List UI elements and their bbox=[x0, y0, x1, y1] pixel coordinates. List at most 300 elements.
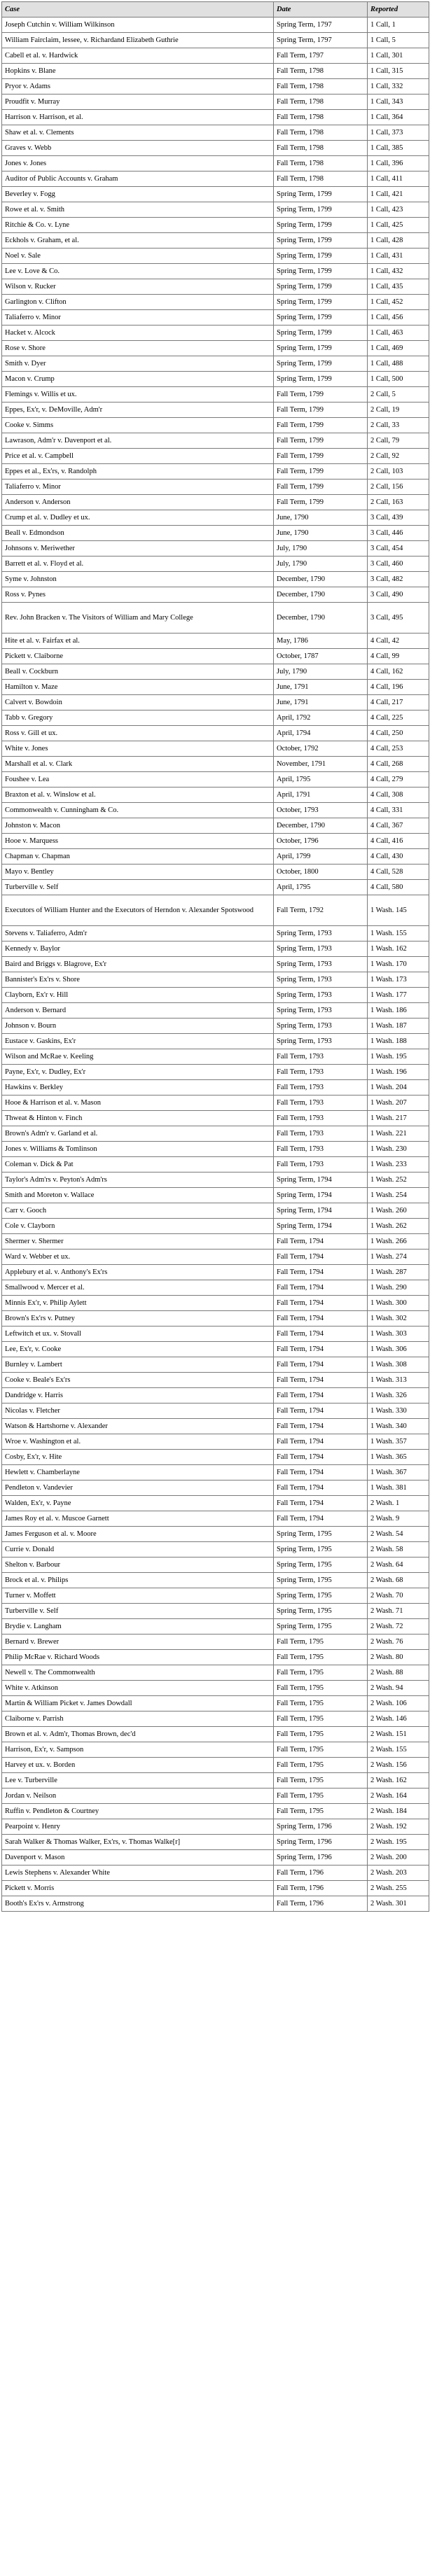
reported-cell: 2 Wash. 192 bbox=[368, 1819, 429, 1835]
date-cell: Fall Term, 1795 bbox=[274, 1788, 368, 1804]
table-row bbox=[2, 1588, 429, 1604]
case-cell: Macon v. Crump bbox=[2, 372, 274, 387]
case-cell: Turberville v. Self bbox=[2, 1604, 274, 1619]
date-cell: Fall Term, 1798 bbox=[274, 156, 368, 172]
date-cell: April, 1795 bbox=[274, 772, 368, 788]
reported-cell: 1 Wash. 306 bbox=[368, 1342, 429, 1357]
date-cell: Fall Term, 1793 bbox=[274, 1126, 368, 1142]
date-cell: Fall Term, 1799 bbox=[274, 418, 368, 433]
date-cell: Fall Term, 1796 bbox=[274, 1896, 368, 1912]
reported-cell: 1 Wash. 162 bbox=[368, 941, 429, 957]
reported-cell: 3 Call, 454 bbox=[368, 541, 429, 556]
table-row bbox=[2, 418, 429, 433]
date-cell: Fall Term, 1798 bbox=[274, 79, 368, 94]
case-cell: James Roy et al. v. Muscoe Garnett bbox=[2, 1511, 274, 1527]
case-cell: Beall v. Edmondson bbox=[2, 526, 274, 541]
reported-cell: 1 Wash. 287 bbox=[368, 1265, 429, 1280]
table-row bbox=[2, 895, 429, 926]
reported-cell: 1 Wash. 274 bbox=[368, 1250, 429, 1265]
case-cell: Tabb v. Gregory bbox=[2, 710, 274, 726]
table-row bbox=[2, 449, 429, 464]
reported-cell: 2 Wash. 58 bbox=[368, 1542, 429, 1558]
header-reported: Reported bbox=[368, 2, 429, 18]
table-row bbox=[2, 695, 429, 710]
date-cell: May, 1786 bbox=[274, 634, 368, 649]
date-cell: Spring Term, 1793 bbox=[274, 1034, 368, 1049]
reported-cell: 1 Call, 315 bbox=[368, 64, 429, 79]
table-row bbox=[2, 464, 429, 479]
reported-cell: 1 Wash. 365 bbox=[368, 1450, 429, 1465]
table-row bbox=[2, 387, 429, 402]
date-cell: Fall Term, 1799 bbox=[274, 495, 368, 510]
date-cell: Spring Term, 1795 bbox=[274, 1558, 368, 1573]
reported-cell: 1 Wash. 357 bbox=[368, 1434, 429, 1450]
table-row bbox=[2, 1034, 429, 1049]
header-date: Date bbox=[274, 2, 368, 18]
table-row bbox=[2, 1681, 429, 1696]
case-cell: Nicolas v. Fletcher bbox=[2, 1404, 274, 1419]
reported-cell: 1 Wash. 300 bbox=[368, 1296, 429, 1311]
table-row bbox=[2, 1881, 429, 1896]
case-cell: Johnsons v. Meriwether bbox=[2, 541, 274, 556]
table-row bbox=[2, 634, 429, 649]
date-cell: Fall Term, 1796 bbox=[274, 1881, 368, 1896]
reported-cell: 2 Call, 19 bbox=[368, 402, 429, 418]
reported-cell: 2 Call, 156 bbox=[368, 479, 429, 495]
date-cell: June, 1791 bbox=[274, 695, 368, 710]
case-cell: Taylor's Adm'rs v. Peyton's Adm'rs bbox=[2, 1172, 274, 1188]
date-cell: Fall Term, 1795 bbox=[274, 1650, 368, 1665]
table-row bbox=[2, 572, 429, 587]
case-cell: Turberville v. Self bbox=[2, 880, 274, 895]
reported-cell: 4 Call, 217 bbox=[368, 695, 429, 710]
case-cell: Smallwood v. Mercer et al. bbox=[2, 1280, 274, 1296]
table-row bbox=[2, 1280, 429, 1296]
reported-cell: 2 Wash. 106 bbox=[368, 1696, 429, 1712]
table-row bbox=[2, 202, 429, 218]
date-cell: Fall Term, 1794 bbox=[274, 1496, 368, 1511]
case-cell: Thweat & Hinton v. Finch bbox=[2, 1111, 274, 1126]
date-cell: Spring Term, 1799 bbox=[274, 310, 368, 326]
date-cell: Spring Term, 1795 bbox=[274, 1588, 368, 1604]
reported-cell: 1 Wash. 254 bbox=[368, 1188, 429, 1203]
case-cell: Eustace v. Gaskins, Ex'r bbox=[2, 1034, 274, 1049]
table-row bbox=[2, 1419, 429, 1434]
table-row bbox=[2, 295, 429, 310]
date-cell: Spring Term, 1793 bbox=[274, 926, 368, 941]
table-row bbox=[2, 988, 429, 1003]
case-cell: Bannister's Ex'rs v. Shore bbox=[2, 972, 274, 988]
table-row bbox=[2, 664, 429, 680]
table-row bbox=[2, 1080, 429, 1096]
case-cell: Hooe & Harrison et al. v. Mason bbox=[2, 1096, 274, 1111]
case-cell: Eppes, Ex'r, v. DeMoville, Adm'r bbox=[2, 402, 274, 418]
table-row bbox=[2, 1727, 429, 1742]
reported-cell: 2 Wash. 164 bbox=[368, 1788, 429, 1804]
table-row bbox=[2, 649, 429, 664]
case-cell: Watson & Hartshorne v. Alexander bbox=[2, 1419, 274, 1434]
cases-table bbox=[1, 1, 429, 1912]
reported-cell: 4 Call, 367 bbox=[368, 818, 429, 834]
case-cell: Lawrason, Adm'r v. Davenport et al. bbox=[2, 433, 274, 449]
table-row bbox=[2, 1665, 429, 1681]
date-cell: Fall Term, 1799 bbox=[274, 433, 368, 449]
case-cell: Eppes et al., Ex'rs, v. Randolph bbox=[2, 464, 274, 479]
table-row bbox=[2, 233, 429, 248]
table-row bbox=[2, 372, 429, 387]
reported-cell: 1 Call, 500 bbox=[368, 372, 429, 387]
date-cell: Fall Term, 1798 bbox=[274, 141, 368, 156]
case-cell: Chapman v. Chapman bbox=[2, 849, 274, 864]
table-row bbox=[2, 1049, 429, 1065]
case-cell: Clayborn, Ex'r v. Hill bbox=[2, 988, 274, 1003]
case-cell: Noel v. Sale bbox=[2, 248, 274, 264]
table-row bbox=[2, 33, 429, 48]
date-cell: Spring Term, 1793 bbox=[274, 1018, 368, 1034]
reported-cell: 2 Call, 33 bbox=[368, 418, 429, 433]
date-cell: Spring Term, 1793 bbox=[274, 1003, 368, 1018]
reported-cell: 4 Call, 528 bbox=[368, 864, 429, 880]
date-cell: Fall Term, 1795 bbox=[274, 1758, 368, 1773]
date-cell: Fall Term, 1794 bbox=[274, 1296, 368, 1311]
case-cell: Lee, Ex'r, v. Cooke bbox=[2, 1342, 274, 1357]
case-cell: Baird and Briggs v. Blagrove, Ex'r bbox=[2, 957, 274, 972]
table-row bbox=[2, 218, 429, 233]
table-row bbox=[2, 1296, 429, 1311]
reported-cell: 2 Wash. 94 bbox=[368, 1681, 429, 1696]
case-cell: Cole v. Clayborn bbox=[2, 1219, 274, 1234]
date-cell: Fall Term, 1799 bbox=[274, 387, 368, 402]
reported-cell: 4 Call, 99 bbox=[368, 649, 429, 664]
table-row bbox=[2, 1742, 429, 1758]
table-row bbox=[2, 1003, 429, 1018]
date-cell: Fall Term, 1794 bbox=[274, 1419, 368, 1434]
date-cell: Fall Term, 1797 bbox=[274, 48, 368, 64]
case-cell: Smith and Moreton v. Wallace bbox=[2, 1188, 274, 1203]
date-cell: Fall Term, 1794 bbox=[274, 1326, 368, 1342]
case-cell: Claiborne v. Parrish bbox=[2, 1712, 274, 1727]
reported-cell: 3 Call, 495 bbox=[368, 603, 429, 634]
case-cell: Dandridge v. Harris bbox=[2, 1388, 274, 1404]
reported-cell: 2 Wash. 184 bbox=[368, 1804, 429, 1819]
date-cell: July, 1790 bbox=[274, 541, 368, 556]
table-row bbox=[2, 1450, 429, 1465]
table-row bbox=[2, 1496, 429, 1511]
date-cell: Fall Term, 1794 bbox=[274, 1373, 368, 1388]
case-cell: Ritchie & Co. v. Lyne bbox=[2, 218, 274, 233]
table-row bbox=[2, 849, 429, 864]
reported-cell: 2 Wash. 54 bbox=[368, 1527, 429, 1542]
date-cell: Spring Term, 1799 bbox=[274, 248, 368, 264]
reported-cell: 1 Wash. 302 bbox=[368, 1311, 429, 1326]
date-cell: October, 1800 bbox=[274, 864, 368, 880]
date-cell: Fall Term, 1793 bbox=[274, 1096, 368, 1111]
reported-cell: 1 Wash. 367 bbox=[368, 1465, 429, 1480]
reported-cell: 2 Wash. 162 bbox=[368, 1773, 429, 1788]
table-row bbox=[2, 64, 429, 79]
reported-cell: 1 Call, 301 bbox=[368, 48, 429, 64]
reported-cell: 2 Wash. 76 bbox=[368, 1634, 429, 1650]
date-cell: Spring Term, 1799 bbox=[274, 326, 368, 341]
case-cell: Pickett v. Morris bbox=[2, 1881, 274, 1896]
case-cell: Hopkins v. Blane bbox=[2, 64, 274, 79]
table-row bbox=[2, 110, 429, 125]
table-row bbox=[2, 1188, 429, 1203]
date-cell: Fall Term, 1793 bbox=[274, 1049, 368, 1065]
reported-cell: 1 Wash. 204 bbox=[368, 1080, 429, 1096]
date-cell: Spring Term, 1799 bbox=[274, 218, 368, 233]
case-cell: James Ferguson et al. v. Moore bbox=[2, 1527, 274, 1542]
table-row bbox=[2, 680, 429, 695]
reported-cell: 2 Wash. 255 bbox=[368, 1881, 429, 1896]
date-cell: Fall Term, 1795 bbox=[274, 1727, 368, 1742]
date-cell: Fall Term, 1799 bbox=[274, 449, 368, 464]
table-row bbox=[2, 495, 429, 510]
case-cell: Lee v. Turberville bbox=[2, 1773, 274, 1788]
table-row bbox=[2, 1342, 429, 1357]
reported-cell: 4 Call, 416 bbox=[368, 834, 429, 849]
date-cell: Spring Term, 1793 bbox=[274, 957, 368, 972]
date-cell: Spring Term, 1799 bbox=[274, 187, 368, 202]
date-cell: Spring Term, 1796 bbox=[274, 1850, 368, 1865]
table-row bbox=[2, 957, 429, 972]
table-row bbox=[2, 402, 429, 418]
table-row bbox=[2, 726, 429, 741]
case-cell: Hooe v. Marquess bbox=[2, 834, 274, 849]
case-cell: Barrett et al. v. Floyd et al. bbox=[2, 556, 274, 572]
case-cell: Smith v. Dyer bbox=[2, 356, 274, 372]
date-cell: December, 1790 bbox=[274, 572, 368, 587]
table-row bbox=[2, 1634, 429, 1650]
reported-cell: 1 Wash. 308 bbox=[368, 1357, 429, 1373]
table-row bbox=[2, 880, 429, 895]
reported-cell: 2 Wash. 146 bbox=[368, 1712, 429, 1727]
date-cell: Fall Term, 1793 bbox=[274, 1065, 368, 1080]
table-row bbox=[2, 1219, 429, 1234]
case-cell: Shaw et al. v. Clements bbox=[2, 125, 274, 141]
case-cell: Hawkins v. Berkley bbox=[2, 1080, 274, 1096]
table-row bbox=[2, 1157, 429, 1172]
case-cell: William Fairclaim, lessee, v. Richardand Elizabeth Guthrie bbox=[2, 33, 274, 48]
case-cell: Eckhols v. Graham, et al. bbox=[2, 233, 274, 248]
case-cell: Pickett v. Claiborne bbox=[2, 649, 274, 664]
case-cell: Wroe v. Washington et al. bbox=[2, 1434, 274, 1450]
reported-cell: 2 Call, 163 bbox=[368, 495, 429, 510]
case-cell: Marshall et al. v. Clark bbox=[2, 757, 274, 772]
date-cell: December, 1790 bbox=[274, 587, 368, 603]
case-cell: Brown's Adm'r v. Garland et al. bbox=[2, 1126, 274, 1142]
case-cell: Leftwitch et ux. v. Stovall bbox=[2, 1326, 274, 1342]
reported-cell: 2 Wash. 68 bbox=[368, 1573, 429, 1588]
date-cell: Fall Term, 1793 bbox=[274, 1157, 368, 1172]
reported-cell: 2 Call, 92 bbox=[368, 449, 429, 464]
date-cell: Fall Term, 1795 bbox=[274, 1712, 368, 1727]
table-row bbox=[2, 1542, 429, 1558]
date-cell: Spring Term, 1796 bbox=[274, 1819, 368, 1835]
reported-cell: 2 Wash. 71 bbox=[368, 1604, 429, 1619]
case-cell: Pryor v. Adams bbox=[2, 79, 274, 94]
reported-cell: 4 Call, 331 bbox=[368, 803, 429, 818]
case-cell: Burnley v. Lambert bbox=[2, 1357, 274, 1373]
case-cell: Crump et al. v. Dudley et ux. bbox=[2, 510, 274, 526]
case-cell: Lee v. Love & Co. bbox=[2, 264, 274, 279]
case-cell: Minnis Ex'r, v. Philip Aylett bbox=[2, 1296, 274, 1311]
table-row bbox=[2, 1480, 429, 1496]
reported-cell: 1 Wash. 187 bbox=[368, 1018, 429, 1034]
reported-cell: 1 Call, 396 bbox=[368, 156, 429, 172]
date-cell: Fall Term, 1794 bbox=[274, 1357, 368, 1373]
table-row bbox=[2, 1096, 429, 1111]
reported-cell: 1 Call, 423 bbox=[368, 202, 429, 218]
date-cell: Fall Term, 1794 bbox=[274, 1404, 368, 1419]
date-cell: Fall Term, 1798 bbox=[274, 110, 368, 125]
case-cell: Syme v. Johnston bbox=[2, 572, 274, 587]
table-row bbox=[2, 1558, 429, 1573]
date-cell: December, 1790 bbox=[274, 818, 368, 834]
date-cell: October, 1792 bbox=[274, 741, 368, 757]
date-cell: Spring Term, 1793 bbox=[274, 988, 368, 1003]
case-cell: Walden, Ex'r, v. Payne bbox=[2, 1496, 274, 1511]
date-cell: Fall Term, 1793 bbox=[274, 1142, 368, 1157]
table-row bbox=[2, 772, 429, 788]
reported-cell: 1 Call, 452 bbox=[368, 295, 429, 310]
case-cell: Cabell et al. v. Hardwick bbox=[2, 48, 274, 64]
case-cell: Johnston v. Macon bbox=[2, 818, 274, 834]
reported-cell: 1 Call, 411 bbox=[368, 172, 429, 187]
table-row bbox=[2, 541, 429, 556]
table-row bbox=[2, 510, 429, 526]
case-cell: Wilson v. Rucker bbox=[2, 279, 274, 295]
case-cell: Anderson v. Anderson bbox=[2, 495, 274, 510]
table-row bbox=[2, 1250, 429, 1265]
reported-cell: 1 Wash. 186 bbox=[368, 1003, 429, 1018]
reported-cell: 1 Call, 425 bbox=[368, 218, 429, 233]
reported-cell: 2 Wash. 156 bbox=[368, 1758, 429, 1773]
date-cell: Fall Term, 1794 bbox=[274, 1480, 368, 1496]
reported-cell: 4 Call, 430 bbox=[368, 849, 429, 864]
reported-cell: 2 Wash. 80 bbox=[368, 1650, 429, 1665]
date-cell: Fall Term, 1794 bbox=[274, 1465, 368, 1480]
date-cell: November, 1791 bbox=[274, 757, 368, 772]
reported-cell: 3 Call, 446 bbox=[368, 526, 429, 541]
reported-cell: 1 Call, 343 bbox=[368, 94, 429, 110]
date-cell: Fall Term, 1795 bbox=[274, 1696, 368, 1712]
case-cell: Shelton v. Barbour bbox=[2, 1558, 274, 1573]
reported-cell: 1 Call, 1 bbox=[368, 18, 429, 33]
date-cell: July, 1790 bbox=[274, 664, 368, 680]
case-cell: Davenport v. Mason bbox=[2, 1850, 274, 1865]
date-cell: Spring Term, 1795 bbox=[274, 1527, 368, 1542]
case-cell: Sarah Walker & Thomas Walker, Ex'rs, v. Thomas Walke[r] bbox=[2, 1835, 274, 1850]
reported-cell: 1 Call, 428 bbox=[368, 233, 429, 248]
case-cell: Calvert v. Bowdoin bbox=[2, 695, 274, 710]
table-row bbox=[2, 1896, 429, 1912]
date-cell: Fall Term, 1798 bbox=[274, 64, 368, 79]
date-cell: Fall Term, 1793 bbox=[274, 1111, 368, 1126]
date-cell: Spring Term, 1799 bbox=[274, 202, 368, 218]
reported-cell: 1 Call, 5 bbox=[368, 33, 429, 48]
date-cell: Fall Term, 1799 bbox=[274, 464, 368, 479]
reported-cell: 1 Wash. 177 bbox=[368, 988, 429, 1003]
table-row bbox=[2, 1018, 429, 1034]
case-cell: Cooke v. Beale's Ex'rs bbox=[2, 1373, 274, 1388]
case-cell: Brock et al. v. Philips bbox=[2, 1573, 274, 1588]
case-cell: Harrison v. Harrison, et al. bbox=[2, 110, 274, 125]
case-cell: Joseph Cutchin v. William Wilkinson bbox=[2, 18, 274, 33]
date-cell: Spring Term, 1795 bbox=[274, 1604, 368, 1619]
date-cell: October, 1787 bbox=[274, 649, 368, 664]
case-cell: Rev. John Bracken v. The Visitors of William and Mary College bbox=[2, 603, 274, 634]
reported-cell: 2 Wash. 301 bbox=[368, 1896, 429, 1912]
date-cell: Fall Term, 1795 bbox=[274, 1681, 368, 1696]
date-cell: Spring Term, 1796 bbox=[274, 1835, 368, 1850]
date-cell: April, 1794 bbox=[274, 726, 368, 741]
date-cell: Spring Term, 1793 bbox=[274, 941, 368, 957]
case-cell: Braxton et al. v. Winslow et al. bbox=[2, 788, 274, 803]
reported-cell: 1 Wash. 155 bbox=[368, 926, 429, 941]
reported-cell: 4 Call, 308 bbox=[368, 788, 429, 803]
table-row bbox=[2, 18, 429, 33]
reported-cell: 3 Call, 460 bbox=[368, 556, 429, 572]
date-cell: June, 1790 bbox=[274, 526, 368, 541]
date-cell: Fall Term, 1794 bbox=[274, 1434, 368, 1450]
reported-cell: 2 Call, 5 bbox=[368, 387, 429, 402]
table-row bbox=[2, 125, 429, 141]
table-row bbox=[2, 1142, 429, 1157]
table-row bbox=[2, 741, 429, 757]
reported-cell: 1 Call, 469 bbox=[368, 341, 429, 356]
reported-cell: 1 Call, 421 bbox=[368, 187, 429, 202]
date-cell: Spring Term, 1795 bbox=[274, 1573, 368, 1588]
date-cell: Fall Term, 1794 bbox=[274, 1511, 368, 1527]
table-row bbox=[2, 788, 429, 803]
date-cell: Fall Term, 1796 bbox=[274, 1865, 368, 1881]
table-row bbox=[2, 526, 429, 541]
date-cell: Spring Term, 1794 bbox=[274, 1219, 368, 1234]
table-row bbox=[2, 433, 429, 449]
table-row bbox=[2, 818, 429, 834]
case-cell: Hamilton v. Maze bbox=[2, 680, 274, 695]
table-row bbox=[2, 94, 429, 110]
reported-cell: 1 Wash. 266 bbox=[368, 1234, 429, 1250]
table-row bbox=[2, 1465, 429, 1480]
reported-cell: 2 Wash. 195 bbox=[368, 1835, 429, 1850]
reported-cell: 1 Call, 431 bbox=[368, 248, 429, 264]
case-cell: Turner v. Moffett bbox=[2, 1588, 274, 1604]
case-cell: Ross v. Pynes bbox=[2, 587, 274, 603]
case-cell: Anderson v. Bernard bbox=[2, 1003, 274, 1018]
table-row bbox=[2, 834, 429, 849]
case-cell: Johnson v. Bourn bbox=[2, 1018, 274, 1034]
table-row bbox=[2, 1357, 429, 1373]
table-row bbox=[2, 1126, 429, 1142]
reported-cell: 1 Wash. 252 bbox=[368, 1172, 429, 1188]
case-cell: Executors of William Hunter and the Executors of Herndon v. Alexander Spotswood bbox=[2, 895, 274, 926]
date-cell: Fall Term, 1794 bbox=[274, 1265, 368, 1280]
table-row bbox=[2, 1573, 429, 1588]
table-row bbox=[2, 941, 429, 957]
table-row bbox=[2, 48, 429, 64]
date-cell: Fall Term, 1794 bbox=[274, 1388, 368, 1404]
case-cell: Harvey et ux. v. Borden bbox=[2, 1758, 274, 1773]
reported-cell: 1 Call, 435 bbox=[368, 279, 429, 295]
case-cell: Garlington v. Clifton bbox=[2, 295, 274, 310]
reported-cell: 1 Wash. 188 bbox=[368, 1034, 429, 1049]
table-row bbox=[2, 326, 429, 341]
table-row bbox=[2, 1434, 429, 1450]
table-row bbox=[2, 264, 429, 279]
reported-cell: 4 Call, 580 bbox=[368, 880, 429, 895]
